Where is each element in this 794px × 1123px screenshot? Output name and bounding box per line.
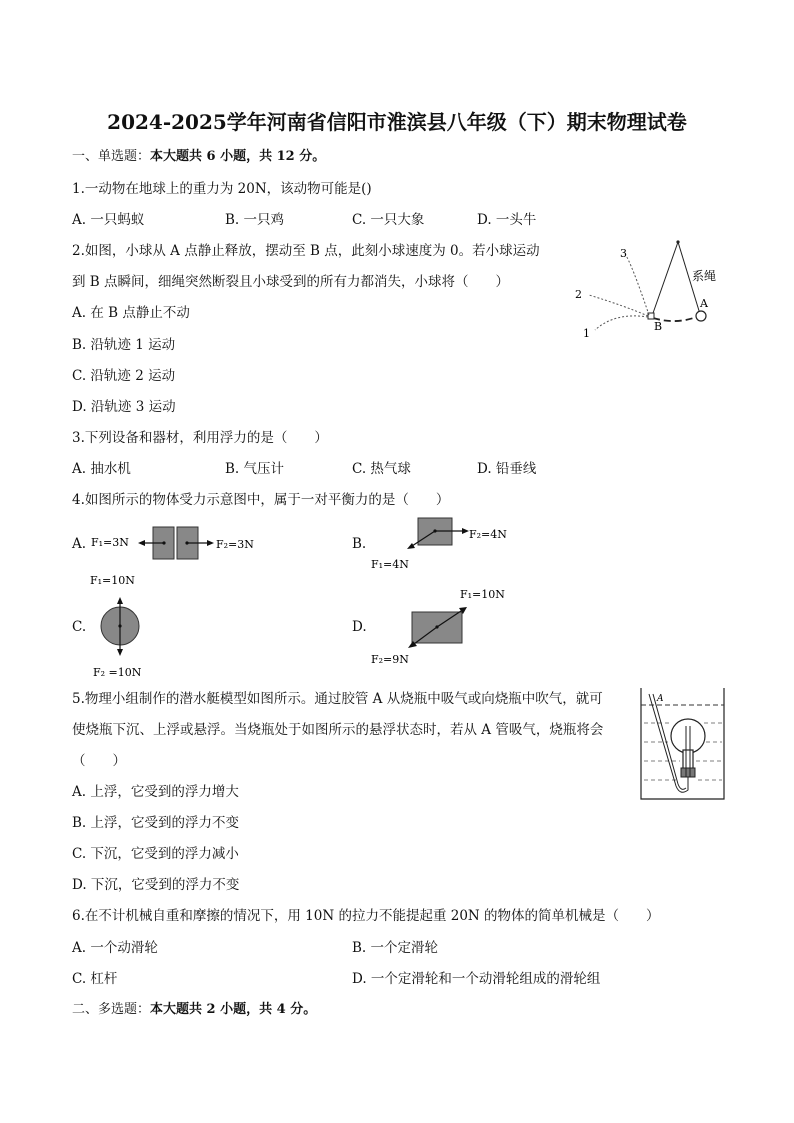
section-description: 本大题共 6 小题，共 12 分。: [150, 149, 326, 164]
question-5-option-a[interactable]: A. 上浮，它受到的浮力增大: [72, 784, 239, 800]
force-diagram-b: [368, 514, 528, 574]
question-6-option-d[interactable]: D. 一个定滑轮和一个动滑轮组成的滑轮组: [352, 971, 601, 987]
f2-label: F₂=9N: [371, 653, 409, 666]
question-4-option-d[interactable]: D.: [352, 619, 367, 635]
question-1-option-b[interactable]: B. 一只鸡: [225, 212, 285, 228]
question-5-stem-line-2: 使烧瓶下沉、上浮或悬浮。当烧瓶处于如图所示的悬浮状态时，若从 A 管吸气，烧瓶将会: [72, 722, 604, 738]
arrowhead-f2: [117, 649, 123, 656]
pivot-point: [676, 240, 679, 243]
question-2-option-a[interactable]: A. 在 B 点静止不动: [72, 305, 190, 321]
path-1-label: 1: [583, 327, 590, 340]
question-3-option-a[interactable]: A. 抽水机: [72, 461, 131, 477]
question-2-stem-line-2: 到 B 点瞬间，细绳突然断裂且小球受到的所有力都消失，小球将（ ）: [72, 274, 510, 290]
f2-label: F₂ =10N: [93, 666, 142, 679]
trajectory-3: [625, 254, 649, 315]
section-prefix: 二、多选题：: [72, 1002, 151, 1017]
arrowhead-f1: [117, 597, 123, 604]
section-prefix: 一、单选题：: [72, 149, 151, 164]
question-6-option-c[interactable]: C. 杠杆: [72, 971, 118, 987]
arrowhead-f1: [138, 540, 145, 546]
submarine-model-diagram: [640, 686, 726, 802]
question-1-stem: 1.一动物在地球上的重力为 20N，该动物可能是(): [72, 181, 372, 197]
f2-label: F₂=3N: [216, 538, 254, 551]
f1-label: F₁=3N: [91, 536, 129, 549]
trajectory-1: [595, 316, 648, 330]
question-2-stem-line-1: 2.如图，小球从 A 点静止释放，摆动至 B 点，此刻小球速度为 0。若小球运动: [72, 243, 540, 259]
f1-label: F₁=10N: [90, 574, 135, 587]
arrowhead-f2: [462, 528, 469, 534]
section-description: 本大题共 2 小题，共 4 分。: [150, 1002, 317, 1017]
question-5-stem-line-1: 5.物理小组制作的潜水艇模型如图所示。通过胶管 A 从烧瓶中吸气或向烧瓶中吹气，就可: [72, 691, 603, 707]
tube-a-label: A: [657, 694, 664, 704]
question-1-option-a[interactable]: A. 一只蚂蚁: [72, 212, 145, 228]
action-point: [435, 625, 438, 628]
trajectory-2: [589, 295, 648, 316]
question-5-option-b[interactable]: B. 上浮，它受到的浮力不变: [72, 815, 240, 831]
question-3-option-b[interactable]: B. 气压计: [225, 461, 285, 477]
page-title: 2024-2025学年河南省信阳市淮滨县八年级（下）期末物理试卷: [107, 110, 687, 134]
rope-at-b: [652, 242, 678, 316]
flask-bulb: [671, 719, 705, 753]
question-5-option-d[interactable]: D. 下沉，它受到的浮力不变: [72, 877, 240, 893]
action-point: [433, 529, 436, 532]
point-b-label: B: [654, 320, 663, 333]
action-point: [185, 541, 188, 544]
f1-label: F₁=10N: [460, 588, 505, 601]
question-3-option-c[interactable]: C. 热气球: [352, 461, 411, 477]
question-6-option-b[interactable]: B. 一个定滑轮: [352, 940, 439, 956]
force-diagram-a: [88, 524, 278, 564]
action-point: [162, 541, 165, 544]
force-diagram-d: [368, 582, 528, 668]
question-1-option-c[interactable]: C. 一只大象: [352, 212, 425, 228]
question-3-option-d[interactable]: D. 铅垂线: [477, 461, 537, 477]
f2-label: F₂=4N: [469, 528, 507, 541]
arrowhead-f2: [207, 540, 214, 546]
pendulum-diagram: [565, 232, 725, 342]
flask-stopper: [681, 768, 695, 777]
question-3-stem: 3.下列设备和器材，利用浮力的是（ ）: [72, 430, 328, 446]
rope-label: 系绳: [692, 269, 717, 283]
path-2-label: 2: [575, 288, 582, 301]
question-1-option-d[interactable]: D. 一头牛: [477, 212, 537, 228]
question-4-option-a[interactable]: A.: [72, 536, 87, 552]
question-6-stem: 6.在不计机械自重和摩擦的情况下，用 10N 的拉力不能提起重 20N 的物体的简单机械是（ ）: [72, 908, 660, 924]
ball-at-a: [696, 311, 706, 321]
question-4-stem: 4.如图所示的物体受力示意图中，属于一对平衡力的是（ ）: [72, 492, 450, 508]
question-5-stem-line-3: （ ）: [72, 753, 126, 769]
force-diagram-c: [88, 572, 198, 680]
flask-neck: [683, 750, 693, 770]
question-2-option-c[interactable]: C. 沿轨迹 2 运动: [72, 368, 176, 384]
question-2-option-b[interactable]: B. 沿轨迹 1 运动: [72, 337, 176, 353]
question-4-option-c[interactable]: C.: [72, 619, 87, 635]
point-a-label: A: [700, 297, 708, 310]
arrowhead-f1: [407, 543, 415, 549]
f1-label: F₁=4N: [371, 558, 409, 571]
path-3-label: 3: [620, 247, 627, 260]
action-point: [118, 624, 121, 627]
question-6-option-a[interactable]: A. 一个动滑轮: [72, 940, 158, 956]
question-2-option-d[interactable]: D. 沿轨迹 3 运动: [72, 399, 176, 415]
section-heading-multiple-choice: [72, 998, 316, 1017]
question-5-option-c[interactable]: C. 下沉，它受到的浮力减小: [72, 846, 239, 862]
question-4-option-b[interactable]: B.: [352, 536, 367, 552]
section-heading-single-choice: [72, 145, 325, 164]
